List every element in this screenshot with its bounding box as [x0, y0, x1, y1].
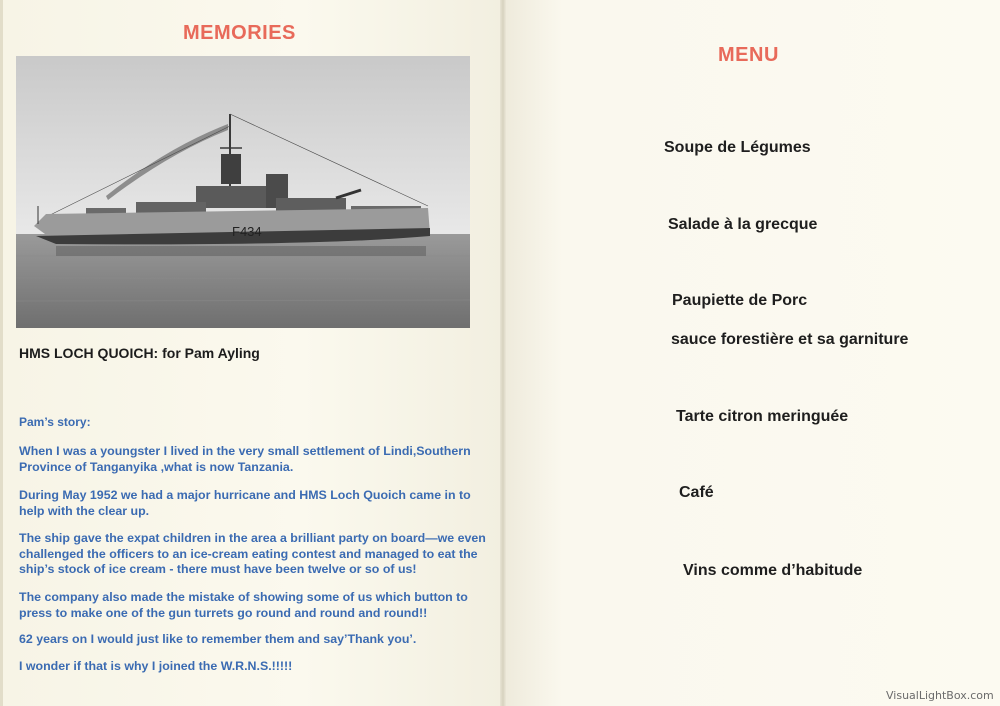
story-paragraph: When I was a youngster I lived in the very small settlement of Lindi,Southern Province of Tanganyika ,what is now Tanzania.	[19, 444, 471, 474]
menu-item-main: Paupiette de Porc	[672, 292, 808, 309]
story-paragraph: During May 1952 we had a major hurricane and HMS Loch Quoich came in to help with the clear up.	[19, 488, 471, 518]
watermark: VisualLightBox.com	[886, 689, 994, 702]
story-paragraph: The company also made the mistake of showing some of us which button to press to make one of the gun turrets go round and round and round!!	[19, 590, 468, 620]
menu-item-main-sauce: sauce forestière et sa garniture	[671, 331, 909, 348]
paper-edge	[0, 0, 3, 706]
memories-title: MEMORIES	[183, 22, 296, 44]
photo-caption: HMS LOCH QUOICH: for Pam Ayling	[19, 345, 260, 361]
menu-item-soup: Soupe de Légumes	[664, 139, 811, 156]
menu-item-dessert: Tarte citron meringuée	[676, 408, 849, 425]
menu-item-coffee: Café	[679, 484, 714, 501]
center-fold	[500, 0, 506, 706]
story-heading: Pam’s story:	[19, 415, 91, 429]
menu-item-wine: Vins comme d’habitude	[683, 562, 863, 579]
right-page	[503, 0, 1000, 706]
ship-photo	[16, 56, 470, 328]
story-paragraph: I wonder if that is why I joined the W.R.N.S.!!!!!	[19, 659, 293, 673]
menu-title: MENU	[718, 44, 779, 66]
story-paragraph: The ship gave the expat children in the area a brilliant party on board—we even challenged the officers to an ice-cream eating contest and managed to eat the ship’s stock of ice cream - there must have been twelve or so of us!	[19, 531, 486, 576]
story-paragraph: 62 years on I would just like to remember them and say’Thank you’.	[19, 632, 417, 646]
menu-item-salad: Salade à la grecque	[668, 216, 818, 233]
hull-number: F434	[232, 224, 262, 239]
